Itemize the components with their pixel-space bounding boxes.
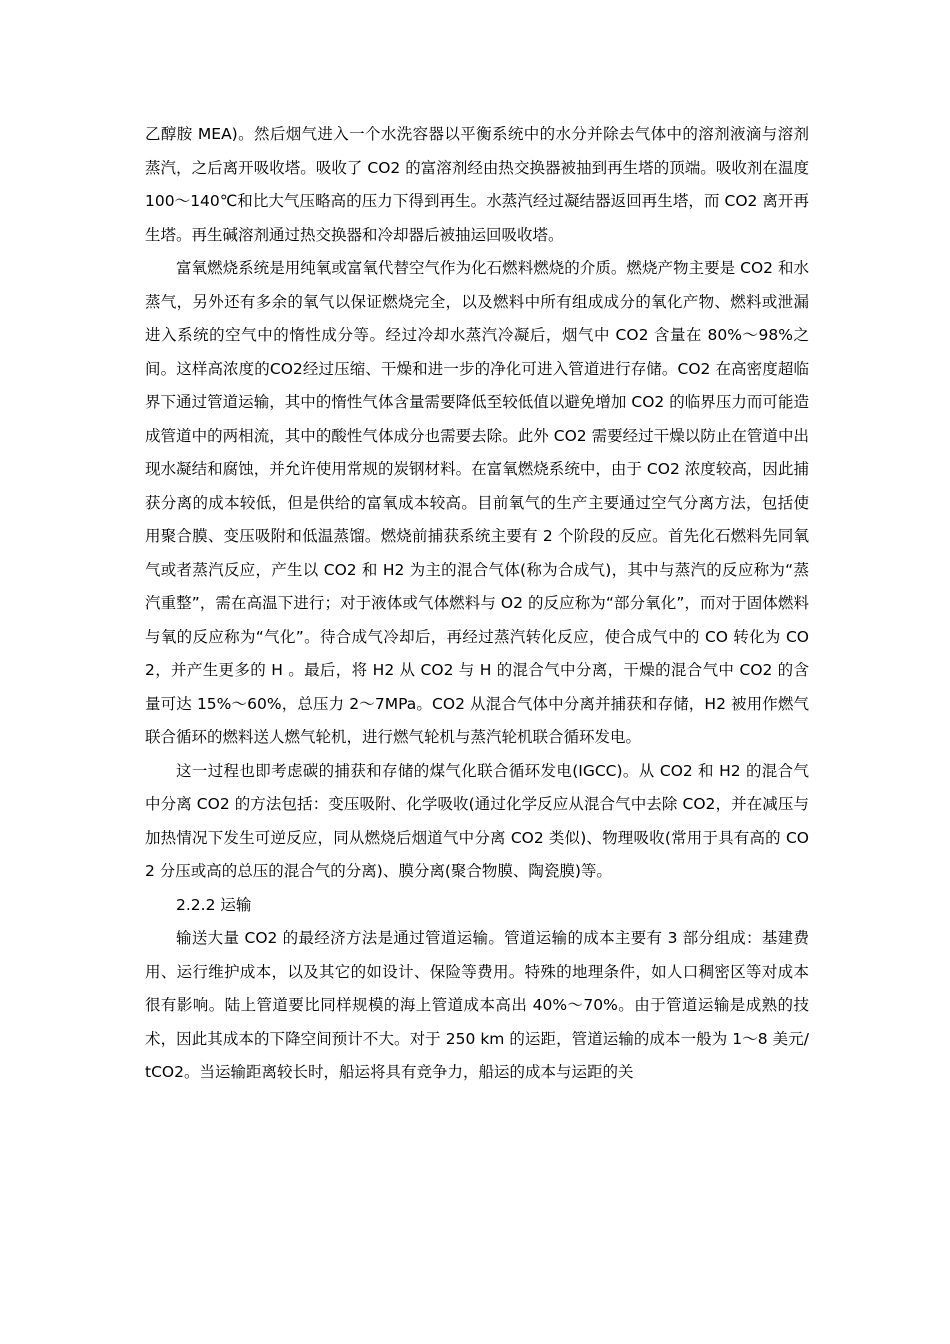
paragraph-igcc: 这一过程也即考虑碳的捕获和存储的煤气化联合循环发电(IGCC)。从 CO2 和 H2 的混合气中分离 CO2 的方法包括：变压吸附、化学吸收(通过化学反应从混合气中去除 CO2，并在减压与加热情况下发生可逆反应，同从燃烧后烟道气中分离 CO2 类似)、物理吸收(常用于具有高的 CO2 分压或高的总压的混合气的分离)、膜分离(聚合物膜、陶瓷膜)等。 [145, 761, 809, 880]
paragraph-oxyfuel-combustion: 富氧燃烧系统是用纯氧或富氧代替空气作为化石燃料燃烧的介质。燃烧产物主要是 CO2 和水蒸气，另外还有多余的氧气以保证燃烧完全，以及燃料中所有组成成分的氧化产物、燃料或泄漏进入系统的空气中的惰性成分等。经过冷却水蒸汽冷凝后，烟气中 CO2 含量在 80%～98%之间。这样高浓度的CO2经过压缩、干燥和进一步的净化可进入管道进行存储。CO2 在高密度超临界下通过管道运输，其中的惰性气体含量需要降低至较低值以避免增加 CO2 的临界压力而可能造成管道中的两相流，其中的酸性气体成分也需要去除。此外 CO2 需要经过干燥以防止在管道中出现水凝结和腐蚀，并允许使用常规的炭钢材料。在富氧燃烧系统中，由于 CO2 浓度较高，因此捕获分离的成本较低，但是供给的富氧成本较高。目前氧气的生产主要通过空气分离方法，包括使用聚合膜、变压吸附和低温蒸馏。燃烧前捕获系统主要有 2 个阶段的反应。首先化石燃料先同氧气或者蒸汽反应，产生以 CO2 和 H2 为主的混合气体(称为合成气)，其中与蒸汽的反应称为“蒸汽重整”，需在高温下进行；对于液体或气体燃料与 O2 的反应称为“部分氧化”，而对于固体燃料与氧的反应称为“气化”。待合成气冷却后，再经过蒸汽转化反应，使合成气中的 CO 转化为 CO2，并产生更多的 H 。最后，将 H2 从 CO2 与 H 的混合气中分离，干燥的混合气中 CO2 的含量可达 15%～60%，总压力 2～7MPa。CO2 从混合气体中分离并捕获和存储，H2 被用作燃气联合循环的燃料送人燃气轮机，进行燃气轮机与蒸汽轮机联合循环发电。 [145, 259, 809, 746]
paragraph-mea-absorption: 乙醇胺 MEA)。然后烟气进入一个水洗容器以平衡系统中的水分并除去气体中的溶剂液滴与溶剂蒸汽，之后离开吸收塔。吸收了 CO2 的富溶剂经由热交换器被抽到再生塔的顶端。吸收剂在温度 100～140℃和比大气压略高的压力下得到再生。水蒸汽经过凝结器返回再生塔，而 CO2 离开再生塔。再生碱溶剂通过热交换器和冷却器后被抽运回吸收塔。 [145, 125, 809, 244]
document-body [145, 118, 809, 1090]
section-heading-transport: 2.2.2 运输 [176, 895, 252, 914]
paragraph-pipeline-transport: 输送大量 CO2 的最经济方法是通过管道运输。管道运输的成本主要有 3 部分组成：基建费用、运行维护成本，以及其它的如设计、保险等费用。特殊的地理条件，如人口稠密区等对成本很有影响。陆上管道要比同样规模的海上管道成本高出 40%～70%。由于管道运输是成熟的技术，因此其成本的下降空间预计不大。对于 250 km 的运距，管道运输的成本一般为 1～8 美元/tCO2。当运输距离较长时，船运将具有竞争力，船运的成本与运距的关 [145, 929, 809, 1081]
